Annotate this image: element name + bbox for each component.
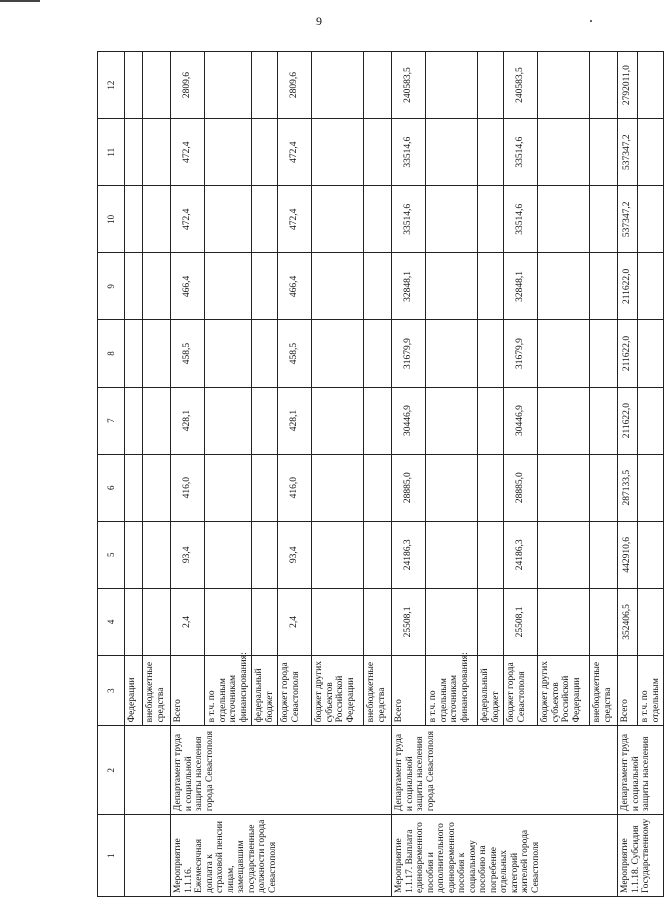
amount-cell: 211622,0	[618, 320, 638, 387]
amount-cell: 537347,2	[618, 119, 638, 186]
amount-cell	[125, 186, 143, 253]
funding-source-cell: Всего	[618, 655, 638, 726]
amount-cell	[143, 52, 171, 119]
funding-source-cell: в т.ч. по отдельным источникам финансирования:	[426, 655, 478, 726]
amount-cell	[590, 454, 618, 521]
executor-cell: Департамент труда и социальной защиты населения	[618, 726, 664, 815]
amount-cell	[638, 186, 664, 253]
scan-artifact-line	[0, 0, 40, 2]
amount-cell	[252, 454, 278, 521]
amount-cell	[143, 387, 171, 454]
amount-cell: 30446,9	[504, 387, 538, 454]
funding-source-cell: федеральный бюджет	[478, 655, 504, 726]
amount-cell	[538, 52, 590, 119]
amount-cell	[125, 387, 143, 454]
amount-cell	[205, 387, 252, 454]
amount-cell	[252, 119, 278, 186]
amount-cell: 33514,6	[504, 186, 538, 253]
amount-cell	[478, 52, 504, 119]
funding-source-cell: бюджет других субъектов Российской Федерации	[312, 655, 364, 726]
amount-cell: 472,4	[171, 186, 205, 253]
amount-cell	[590, 253, 618, 320]
amount-cell	[478, 454, 504, 521]
amount-cell	[312, 320, 364, 387]
amount-cell	[143, 320, 171, 387]
amount-cell	[590, 186, 618, 253]
activity-cell: Мероприятие 1.1.17. Выплата единовременного пособия и дополнительного единовременного пособия к социальному пособию на погребение отдельных категорий жителей города Севастополя	[392, 815, 618, 897]
amount-cell	[252, 186, 278, 253]
amount-cell: 2792011,0	[618, 52, 638, 119]
amount-cell	[638, 253, 664, 320]
amount-cell	[205, 320, 252, 387]
amount-cell	[538, 588, 590, 655]
amount-cell: 24186,3	[504, 521, 538, 588]
amount-cell: 31679,9	[392, 320, 426, 387]
amount-cell: 93,4	[171, 521, 205, 588]
table-row	[171, 52, 205, 897]
funding-source-cell: бюджет города Севастополя	[504, 655, 538, 726]
executor-cell: Департамент труда и социальной защиты населения города Севастополя	[392, 726, 618, 815]
funding-source-cell: бюджет других субъектов Российской Федерации	[538, 655, 590, 726]
amount-cell	[125, 320, 143, 387]
amount-cell	[205, 521, 252, 588]
amount-cell	[426, 253, 478, 320]
amount-cell	[252, 320, 278, 387]
amount-cell: 240583,5	[504, 52, 538, 119]
amount-cell: 28885,0	[504, 454, 538, 521]
rotated-table-wrapper	[97, 51, 661, 897]
amount-cell	[538, 454, 590, 521]
amount-cell: 211622,0	[618, 253, 638, 320]
amount-cell: 32848,1	[392, 253, 426, 320]
funding-source-cell: в т.ч. по отдельным источникам финансирования:	[205, 655, 252, 726]
amount-cell	[205, 119, 252, 186]
amount-cell	[312, 186, 364, 253]
amount-cell: 33514,6	[392, 119, 426, 186]
amount-cell	[426, 521, 478, 588]
amount-cell	[478, 387, 504, 454]
header-cell: 3	[98, 655, 125, 726]
amount-cell	[125, 119, 143, 186]
amount-cell	[538, 253, 590, 320]
header-cell: 10	[98, 186, 125, 253]
header-cell: 2	[98, 726, 125, 815]
amount-cell	[312, 521, 364, 588]
amount-cell	[538, 387, 590, 454]
amount-cell	[638, 119, 664, 186]
amount-cell: 24186,3	[392, 521, 426, 588]
executor-cell: Департамент труда и социальной защиты населения города Севастополя	[171, 726, 392, 815]
amount-cell	[364, 521, 392, 588]
header-cell: 12	[98, 52, 125, 119]
amount-cell	[426, 320, 478, 387]
header-cell: 5	[98, 521, 125, 588]
amount-cell: 458,5	[278, 320, 312, 387]
header-cell: 11	[98, 119, 125, 186]
header-cell: 8	[98, 320, 125, 387]
amount-cell	[143, 588, 171, 655]
amount-cell: 442910,6	[618, 521, 638, 588]
amount-cell	[478, 521, 504, 588]
amount-cell	[478, 588, 504, 655]
amount-cell: 458,5	[171, 320, 205, 387]
amount-cell: 240583,5	[392, 52, 426, 119]
amount-cell	[426, 454, 478, 521]
scan-artifact-dot	[590, 20, 592, 22]
header-cell: 7	[98, 387, 125, 454]
funding-source-cell: внебюджетные средства	[143, 655, 171, 726]
amount-cell	[364, 186, 392, 253]
amount-cell	[538, 320, 590, 387]
table-row	[125, 52, 143, 897]
amount-cell: 416,0	[278, 454, 312, 521]
amount-cell	[312, 588, 364, 655]
amount-cell	[364, 119, 392, 186]
amount-cell	[205, 454, 252, 521]
amount-cell	[590, 521, 618, 588]
amount-cell: 416,0	[171, 454, 205, 521]
amount-cell	[478, 253, 504, 320]
amount-cell	[478, 320, 504, 387]
amount-cell	[538, 521, 590, 588]
header-cell: 9	[98, 253, 125, 320]
amount-cell	[638, 454, 664, 521]
amount-cell: 466,4	[278, 253, 312, 320]
amount-cell	[252, 387, 278, 454]
amount-cell	[125, 521, 143, 588]
amount-cell: 30446,9	[392, 387, 426, 454]
amount-cell	[638, 52, 664, 119]
table-row	[618, 52, 638, 897]
activity-cell: Мероприятие 1.1.16. Ежемесячная доплата к страховой пенсии лицам, замещавшим государственные должности города Севастополя	[171, 815, 392, 897]
amount-cell	[143, 521, 171, 588]
amount-cell	[252, 521, 278, 588]
amount-cell	[205, 253, 252, 320]
amount-cell	[205, 588, 252, 655]
amount-cell	[478, 119, 504, 186]
amount-cell	[538, 119, 590, 186]
amount-cell	[638, 320, 664, 387]
amount-cell	[312, 52, 364, 119]
amount-cell	[312, 119, 364, 186]
amount-cell	[426, 588, 478, 655]
funding-source-cell: бюджет города Севастополя	[278, 655, 312, 726]
amount-cell	[143, 253, 171, 320]
header-cell: 1	[98, 815, 125, 897]
amount-cell	[590, 52, 618, 119]
amount-cell: 32848,1	[504, 253, 538, 320]
amount-cell	[638, 588, 664, 655]
amount-cell: 28885,0	[392, 454, 426, 521]
header-cell: 4	[98, 588, 125, 655]
amount-cell: 352406,5	[618, 588, 638, 655]
amount-cell	[125, 588, 143, 655]
amount-cell	[364, 52, 392, 119]
amount-cell	[538, 186, 590, 253]
header-cell: 6	[98, 454, 125, 521]
funding-source-cell: внебюджетные средства	[590, 655, 618, 726]
amount-cell	[364, 588, 392, 655]
amount-cell: 472,4	[171, 119, 205, 186]
amount-cell: 211622,0	[618, 387, 638, 454]
amount-cell	[590, 320, 618, 387]
amount-cell	[426, 52, 478, 119]
amount-cell	[252, 253, 278, 320]
executor-cell	[125, 726, 171, 815]
amount-cell: 287133,5	[618, 454, 638, 521]
amount-cell: 466,4	[171, 253, 205, 320]
amount-cell: 537347,2	[618, 186, 638, 253]
amount-cell	[312, 253, 364, 320]
amount-cell	[590, 119, 618, 186]
amount-cell	[478, 186, 504, 253]
amount-cell	[125, 454, 143, 521]
amount-cell	[143, 119, 171, 186]
amount-cell: 2,4	[171, 588, 205, 655]
amount-cell	[638, 521, 664, 588]
amount-cell: 93,4	[278, 521, 312, 588]
table-header-row	[98, 52, 125, 897]
funding-source-cell: внебюджетные средства	[364, 655, 392, 726]
amount-cell: 428,1	[278, 387, 312, 454]
table-row	[392, 52, 426, 897]
page-number: 9	[316, 14, 322, 28]
amount-cell	[426, 186, 478, 253]
amount-cell: 472,4	[278, 119, 312, 186]
activity-cell: Мероприятие 1.1.18. Субсидия Государственному	[618, 815, 664, 897]
amount-cell: 25508,1	[392, 588, 426, 655]
amount-cell	[590, 387, 618, 454]
amount-cell: 2,4	[278, 588, 312, 655]
amount-cell: 2809,6	[278, 52, 312, 119]
amount-cell: 31679,9	[504, 320, 538, 387]
amount-cell	[252, 52, 278, 119]
funding-source-cell: федеральный бюджет	[252, 655, 278, 726]
amount-cell	[143, 186, 171, 253]
table-body	[98, 52, 664, 897]
amount-cell	[205, 186, 252, 253]
funding-source-cell: Всего	[171, 655, 205, 726]
amount-cell	[426, 387, 478, 454]
amount-cell	[426, 119, 478, 186]
amount-cell	[143, 454, 171, 521]
funding-source-cell: в т.ч. по отдельным	[638, 655, 664, 726]
amount-cell: 33514,6	[504, 119, 538, 186]
amount-cell	[312, 387, 364, 454]
amount-cell	[638, 387, 664, 454]
rotated-table-stage	[97, 51, 661, 897]
activity-cell	[125, 815, 171, 897]
amount-cell	[312, 454, 364, 521]
amount-cell: 472,4	[278, 186, 312, 253]
funding-table	[97, 51, 664, 897]
amount-cell	[125, 52, 143, 119]
amount-cell: 2809,6	[171, 52, 205, 119]
amount-cell	[364, 387, 392, 454]
amount-cell	[252, 588, 278, 655]
amount-cell	[364, 454, 392, 521]
amount-cell: 33514,6	[392, 186, 426, 253]
amount-cell: 25508,1	[504, 588, 538, 655]
amount-cell	[364, 320, 392, 387]
funding-source-cell: Всего	[392, 655, 426, 726]
amount-cell	[125, 253, 143, 320]
amount-cell	[205, 52, 252, 119]
amount-cell	[364, 253, 392, 320]
funding-source-cell: Федерации	[125, 655, 143, 726]
amount-cell: 428,1	[171, 387, 205, 454]
amount-cell	[590, 588, 618, 655]
